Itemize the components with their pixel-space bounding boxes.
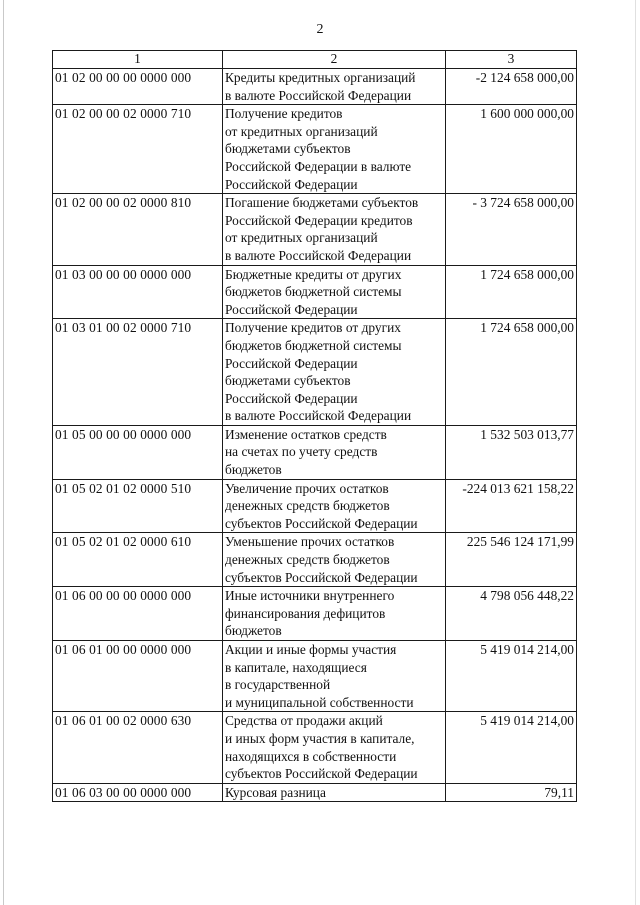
header-col-3: 3 xyxy=(446,51,577,69)
budget-code-cell: 01 02 00 00 00 0000 000 xyxy=(53,69,223,105)
source-name-cell: Акции и иные формы участия в капитале, находящиеся в государственной и муниципальной собственности xyxy=(223,641,446,712)
source-name-cell: Уменьшение прочих остатков денежных средств бюджетов субъектов Российской Федерации xyxy=(223,533,446,587)
table-row xyxy=(53,194,577,265)
budget-code-cell: 01 05 02 01 02 0000 610 xyxy=(53,533,223,587)
table-body xyxy=(53,51,577,802)
table-row xyxy=(53,587,577,641)
table-row xyxy=(53,319,577,426)
scan-edge-left xyxy=(3,0,4,905)
amount-cell: 1 600 000 000,00 xyxy=(446,105,577,194)
table-row xyxy=(53,641,577,712)
table-row xyxy=(53,105,577,194)
budget-code-cell: 01 03 01 00 02 0000 710 xyxy=(53,319,223,426)
budget-code-cell: 01 06 01 00 00 0000 000 xyxy=(53,641,223,712)
source-name-cell: Курсовая разница xyxy=(223,783,446,802)
amount-cell: 1 724 658 000,00 xyxy=(446,265,577,319)
amount-cell: 5 419 014 214,00 xyxy=(446,712,577,783)
budget-code-cell: 01 06 00 00 00 0000 000 xyxy=(53,587,223,641)
budget-code-cell: 01 03 00 00 00 0000 000 xyxy=(53,265,223,319)
budget-sources-table xyxy=(52,50,577,802)
source-name-cell: Изменение остатков средств на счетах по учету средств бюджетов xyxy=(223,425,446,479)
source-name-cell: Средства от продажи акций и иных форм участия в капитале, находящихся в собственности субъектов Российской Федерации xyxy=(223,712,446,783)
source-name-cell: Иные источники внутреннего финансирования дефицитов бюджетов xyxy=(223,587,446,641)
source-name-cell: Получение кредитов от других бюджетов бюджетной системы Российской Федерации бюджетами субъектов Российской Федерации в валюте Российской Федерации xyxy=(223,319,446,426)
table-row xyxy=(53,783,577,802)
page-number: 2 xyxy=(316,22,324,37)
source-name-cell: Погашение бюджетами субъектов Российской Федерации кредитов от кредитных организаций в валюте Российской Федерации xyxy=(223,194,446,265)
amount-cell: - 3 724 658 000,00 xyxy=(446,194,577,265)
amount-cell: 4 798 056 448,22 xyxy=(446,587,577,641)
source-name-cell: Кредиты кредитных организаций в валюте Российской Федерации xyxy=(223,69,446,105)
budget-code-cell: 01 06 01 00 02 0000 630 xyxy=(53,712,223,783)
header-col-1: 1 xyxy=(53,51,223,69)
budget-code-cell: 01 02 00 00 02 0000 710 xyxy=(53,105,223,194)
budget-code-cell: 01 05 02 01 02 0000 510 xyxy=(53,479,223,533)
table-row xyxy=(53,712,577,783)
budget-code-cell: 01 02 00 00 02 0000 810 xyxy=(53,194,223,265)
table-row xyxy=(53,69,577,105)
scan-edge-right xyxy=(635,0,636,905)
budget-code-cell: 01 06 03 00 00 0000 000 xyxy=(53,783,223,802)
table-row xyxy=(53,533,577,587)
amount-cell: 225 546 124 171,99 xyxy=(446,533,577,587)
source-name-cell: Получение кредитов от кредитных организаций бюджетами субъектов Российской Федерации в валюте Российской Федерации xyxy=(223,105,446,194)
header-col-2: 2 xyxy=(223,51,446,69)
amount-cell: 1 532 503 013,77 xyxy=(446,425,577,479)
amount-cell: -224 013 621 158,22 xyxy=(446,479,577,533)
source-name-cell: Увеличение прочих остатков денежных средств бюджетов субъектов Российской Федерации xyxy=(223,479,446,533)
budget-code-cell: 01 05 00 00 00 0000 000 xyxy=(53,425,223,479)
amount-cell: 1 724 658 000,00 xyxy=(446,319,577,426)
table-row xyxy=(53,425,577,479)
source-name-cell: Бюджетные кредиты от других бюджетов бюджетной системы Российской Федерации xyxy=(223,265,446,319)
amount-cell: -2 124 658 000,00 xyxy=(446,69,577,105)
amount-cell: 5 419 014 214,00 xyxy=(446,641,577,712)
amount-cell: 79,11 xyxy=(446,783,577,802)
table-row xyxy=(53,479,577,533)
table-row xyxy=(53,265,577,319)
header-row xyxy=(53,51,577,69)
